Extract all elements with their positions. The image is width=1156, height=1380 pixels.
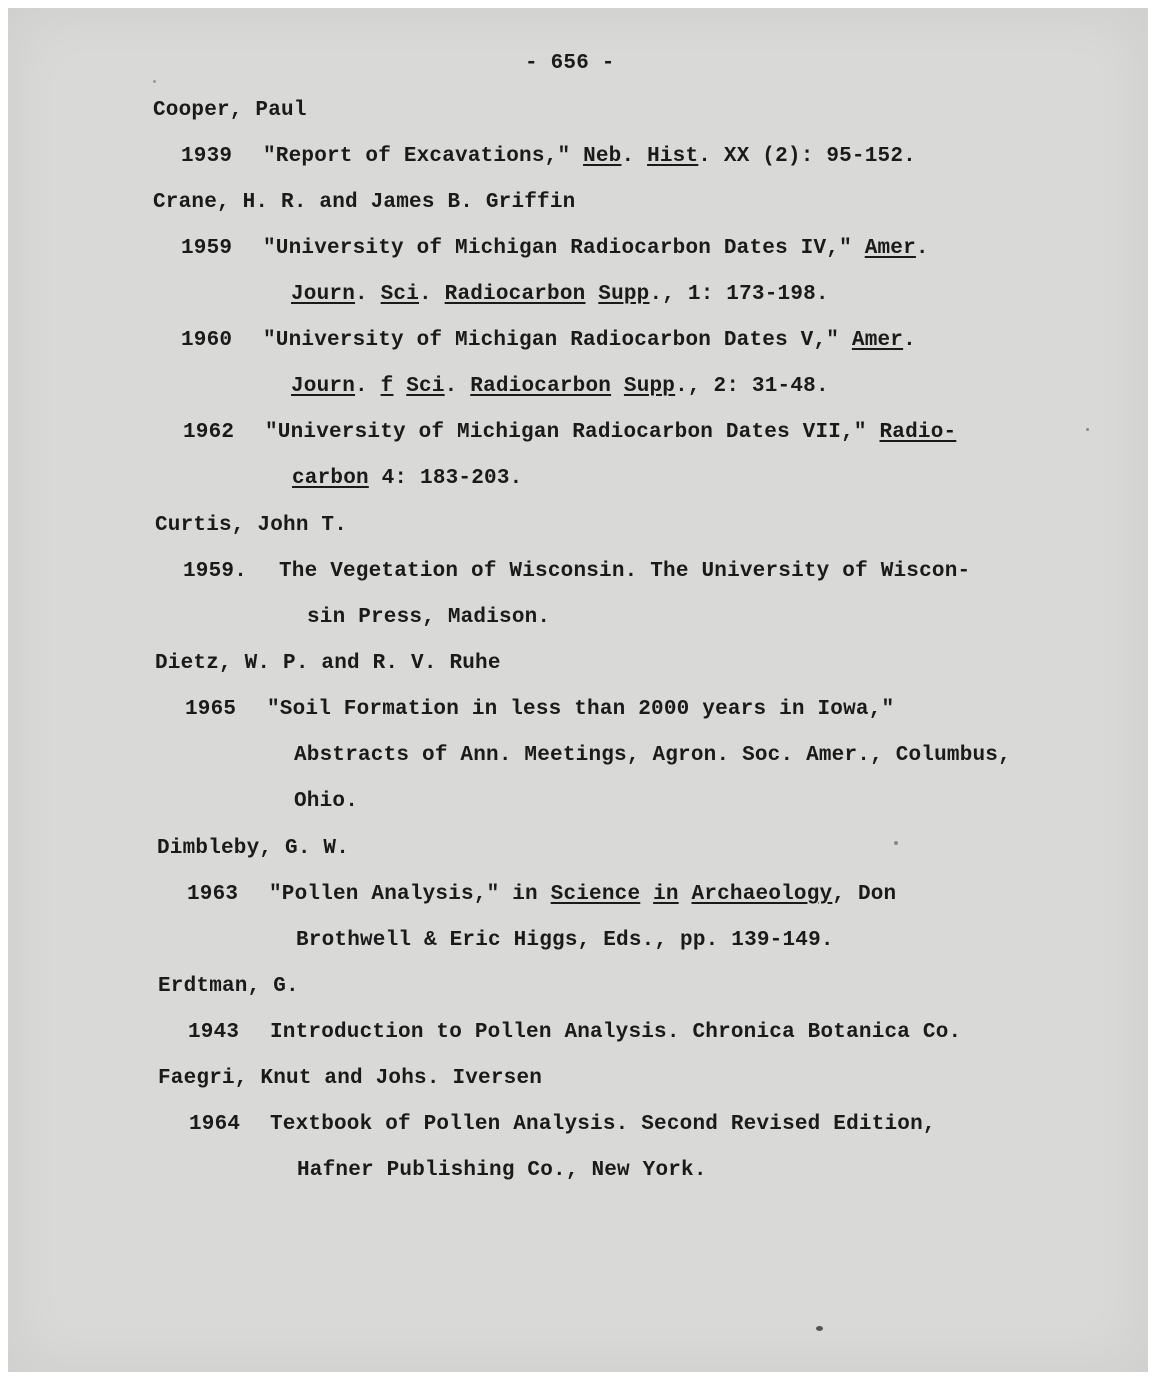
citation-dietz-1965-line2: Abstracts of Ann. Meetings, Agron. Soc. Amer., Columbus, [294, 744, 1011, 767]
year-crane-1960: 1960 [181, 329, 233, 352]
scan-speck [894, 841, 898, 845]
document-page [8, 8, 1148, 1372]
citation-crane-1962-line1: "University of Michigan Radiocarbon Dates VII," Radio- [265, 421, 957, 444]
scan-speck [1086, 428, 1089, 431]
citation-crane-1959-line1: "University of Michigan Radiocarbon Dates IV," Amer. [263, 237, 929, 260]
citation-crane-1960-line2: Journ. f Sci. Radiocarbon Supp., 2: 31-48. [291, 375, 829, 398]
year-cooper-1939: 1939 [181, 145, 233, 168]
author-cooper: Cooper, Paul [153, 99, 307, 122]
citation-curtis-1959-line2: sin Press, Madison. [307, 606, 551, 629]
scan-speck [153, 80, 156, 83]
citation-crane-1960-line1: "University of Michigan Radiocarbon Dates V," Amer. [263, 329, 916, 352]
author-curtis: Curtis, John T. [155, 514, 348, 537]
citation-dimbleby-1963-line2: Brothwell & Eric Higgs, Eds., pp. 139-149. [296, 929, 834, 952]
page-number: - 656 - [525, 52, 615, 75]
author-dimbleby: Dimbleby, G. W. [157, 837, 350, 860]
author-dietz-ruhe: Dietz, W. P. and R. V. Ruhe [155, 652, 501, 675]
year-crane-1962: 1962 [183, 421, 235, 444]
citation-curtis-1959-line1: The Vegetation of Wisconsin. The University of Wiscon- [279, 560, 971, 583]
year-erdtman-1943: 1943 [188, 1021, 240, 1044]
year-faegri-1964: 1964 [189, 1113, 241, 1136]
citation-cooper-1939-line1: "Report of Excavations," Neb. Hist. XX (2): 95-152. [263, 145, 916, 168]
author-crane-griffin: Crane, H. R. and James B. Griffin [153, 191, 576, 214]
scan-speck [816, 1326, 823, 1331]
author-faegri-iversen: Faegri, Knut and Johs. Iversen [158, 1067, 543, 1090]
citation-crane-1962-line2: carbon 4: 183-203. [292, 467, 523, 490]
citation-faegri-1964-line1: Textbook of Pollen Analysis. Second Revised Edition, [270, 1113, 936, 1136]
citation-erdtman-1943-line1: Introduction to Pollen Analysis. Chronica Botanica Co. [270, 1021, 962, 1044]
citation-dietz-1965-line3: Ohio. [294, 790, 359, 813]
year-curtis-1959: 1959. [183, 560, 248, 583]
year-crane-1959: 1959 [181, 237, 233, 260]
year-dimbleby-1963: 1963 [187, 883, 239, 906]
citation-crane-1959-line2: Journ. Sci. Radiocarbon Supp., 1: 173-198. [291, 283, 829, 306]
author-erdtman: Erdtman, G. [158, 975, 299, 998]
citation-faegri-1964-line2: Hafner Publishing Co., New York. [297, 1159, 707, 1182]
citation-dimbleby-1963-line1: "Pollen Analysis," in Science in Archaeology, Don [269, 883, 897, 906]
citation-dietz-1965-line1: "Soil Formation in less than 2000 years in Iowa," [267, 698, 895, 721]
year-dietz-1965: 1965 [185, 698, 237, 721]
